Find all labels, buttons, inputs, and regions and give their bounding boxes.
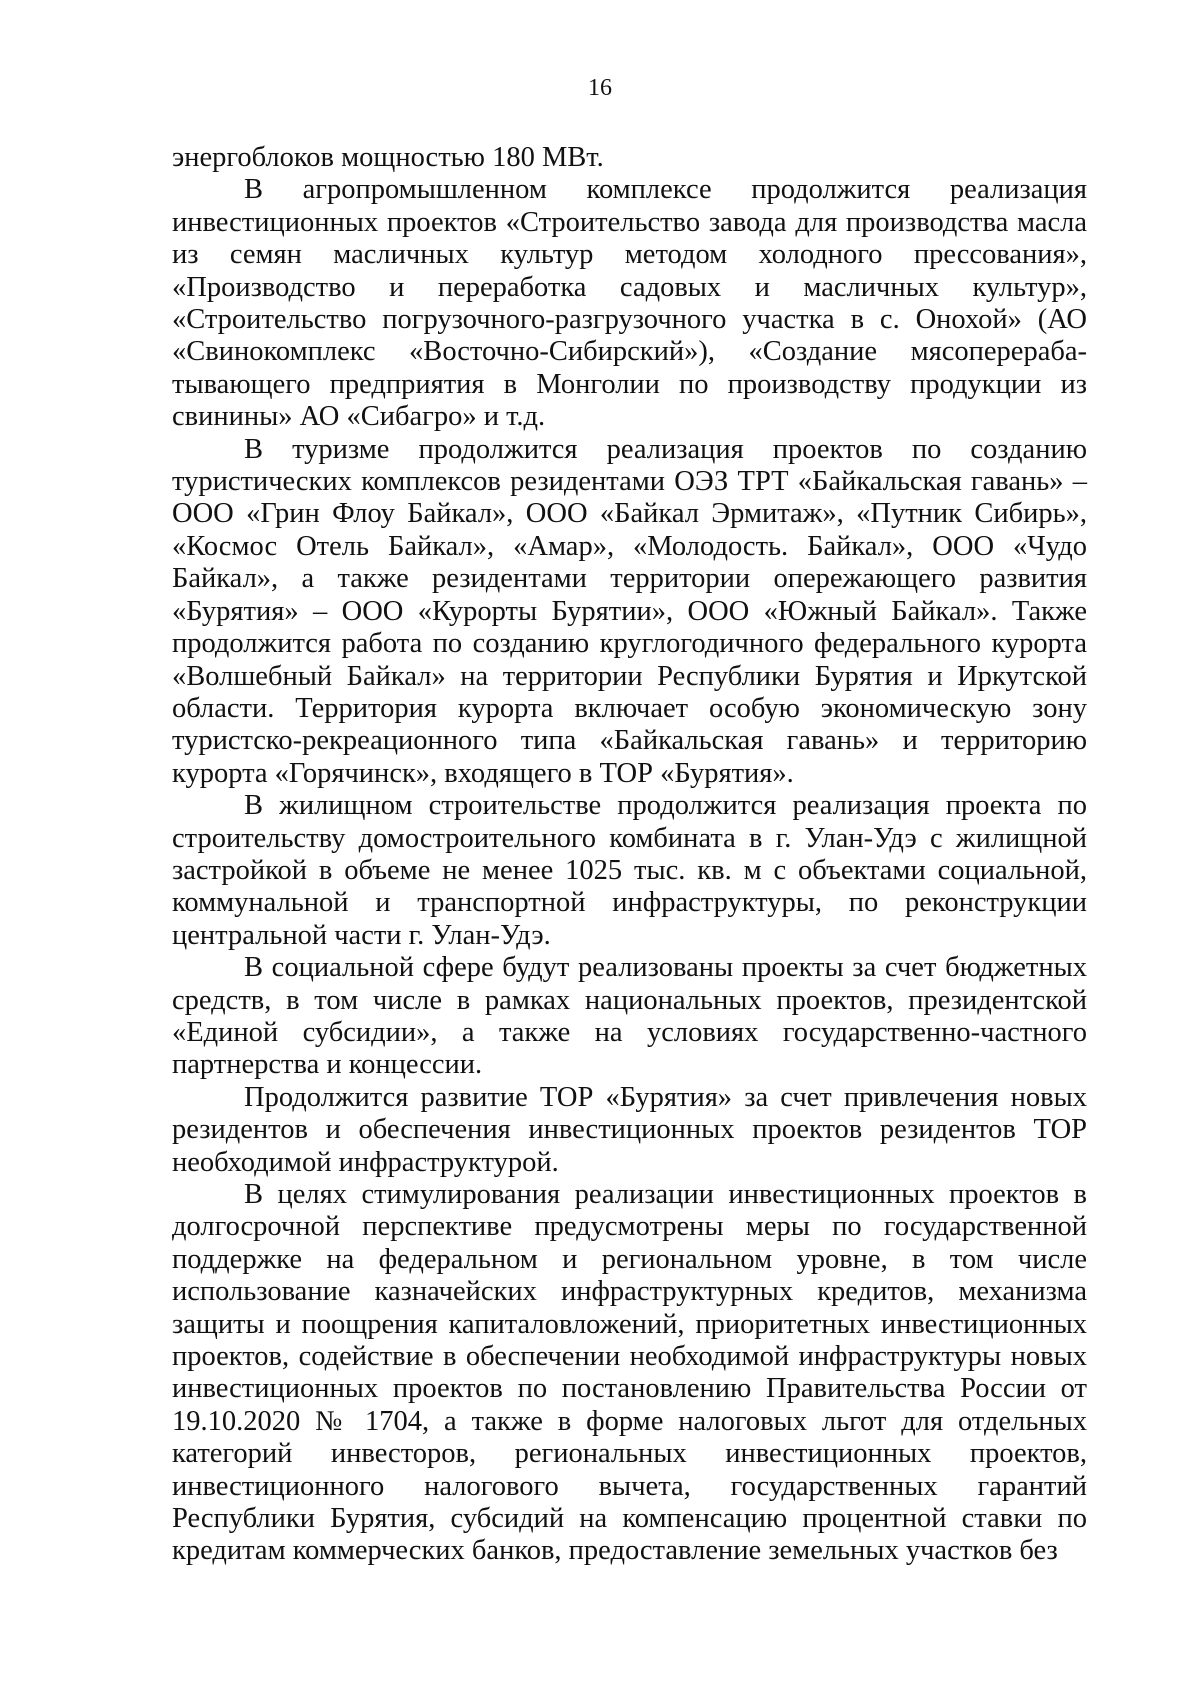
paragraph-social: В социальной сфере будут реализованы проекты за счет бюджетных средств, в том числе в рамках национальных проектов, президентской «Единой субсидии», а также на условиях государственно-частного партнерства и концессии. bbox=[172, 952, 1087, 1081]
paragraph-tourism: В туризме продолжится реализация проектов по созданию туристических комплексов резидентами ОЭЗ ТРТ «Байкальская гавань» – ООО «Грин Флоу Байкал», ООО «Байкал Эрмитаж», «Путник Сибирь», «Космос Отель Байкал», «Амар», «Молодость. Байкал», ООО «Чудо Байкал», а также резидентами территории опережающего развития «Бурятия» – ООО «Курорты Бурятии», ООО «Южный Байкал». Также продолжится работа по созданию круглогодичного федерального курорта «Волшебный Байкал» на территории Республики Бурятия и Иркутской области. Территория курорта включает особую экономическую зону туристско-рекреационного типа «Байкальская гавань» и территорию курорта «Горячинск», входящего в ТОР «Бурятия». bbox=[172, 433, 1087, 789]
paragraph-tor: Продолжится развитие ТОР «Бурятия» за счет привлечения новых резидентов и обеспечения инвестиционных проектов резидентов ТОР необходимой инфраструктурой. bbox=[172, 1081, 1087, 1178]
paragraph-agro: В агропромышленном комплексе продолжится реализация инвестиционных проектов «Строительство завода для производства масла из семян масличных культур методом холодного прессования», «Производство и переработка садовых и масличных культур», «Строительство погрузочного-разгрузочного участка в с. Онохой» (АО «Свинокомплекс «Восточно-Сибирский»), «Создание мясоперерабатывающего предприятия в Монголии по производству продукции из свинины» АО «Сибагро» и т.д. bbox=[172, 174, 1087, 433]
page-number: 16 bbox=[588, 75, 612, 101]
document-body bbox=[172, 142, 1087, 1568]
paragraph-support: В целях стимулирования реализации инвестиционных проектов в долгосрочной перспективе предусмотрены меры по государственной поддержке на федеральном и региональном уровне, в том числе использование казначейских инфраструктурных кредитов, механизма защиты и поощрения капиталовложений, приоритетных инвестиционных проектов, содействие в обеспечении необходимой инфраструктуры новых инвестиционных проектов по постановлению Правительства России от 19.10.2020 № 1704, а также в форме налоговых льгот для отдельных категорий инвесторов, региональных инвестиционных проектов, инвестиционного налогового вычета, государственных гарантий Республики Бурятия, субсидий на компенсацию процентной ставки по кредитам коммерческих банков, предоставление земельных участков без bbox=[172, 1179, 1087, 1567]
paragraph-housing: В жилищном строительстве продолжится реализация проекта по строительству домостроительного комбината в г. Улан-Удэ с жилищной застройкой в объеме не менее 1025 тыс. кв. м с объектами социальной, коммунальной и транспортной инфраструктуры, по реконструкции центральной части г. Улан-Удэ. bbox=[172, 790, 1087, 951]
paragraph-continuation: энергоблоков мощностью 180 МВт. bbox=[172, 142, 604, 173]
